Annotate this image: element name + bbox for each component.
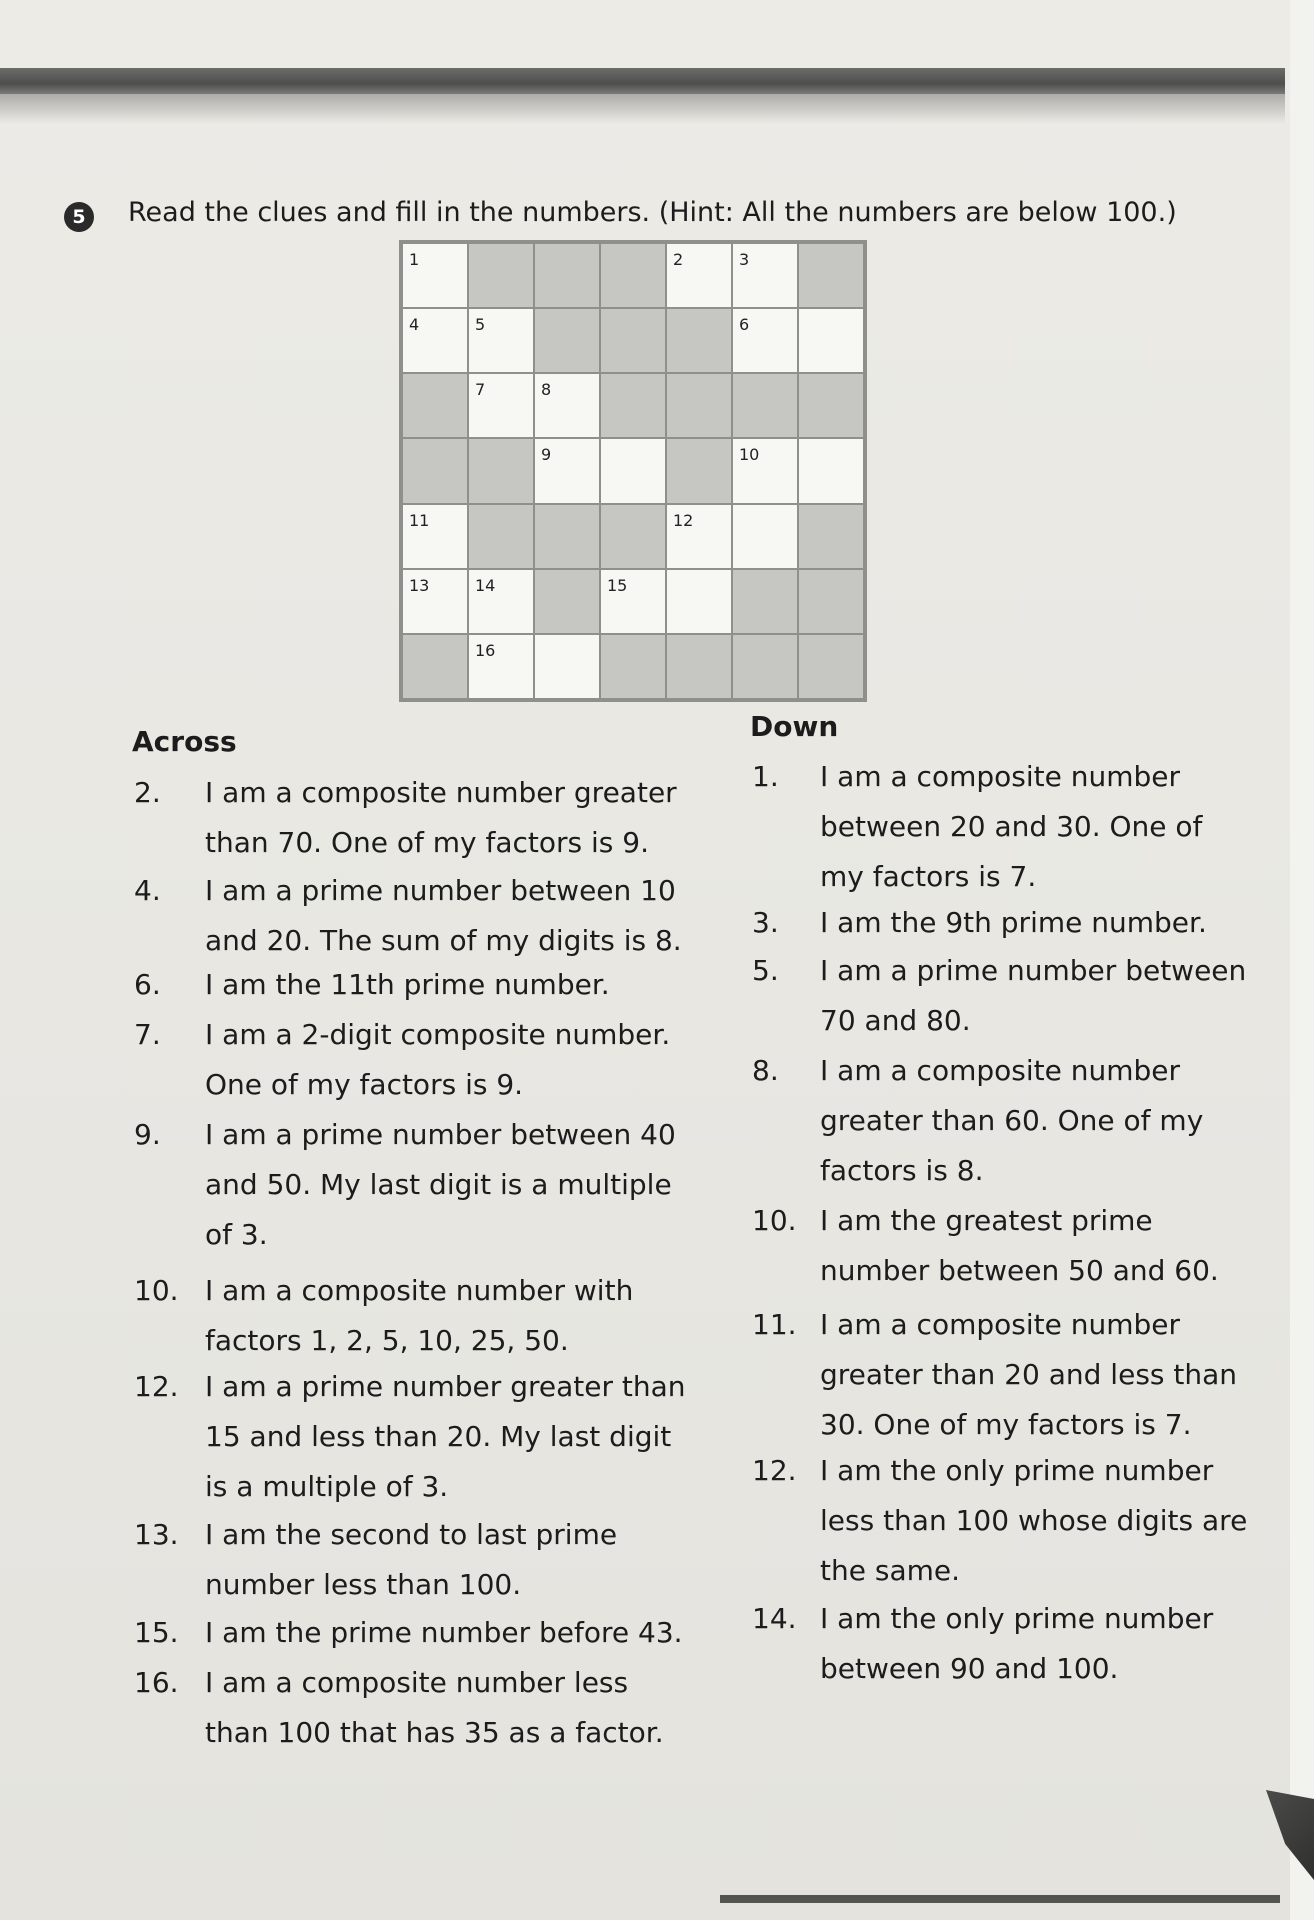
grid-cell[interactable]: [798, 308, 864, 373]
clue-text-line: I am the only prime number: [820, 1454, 1214, 1487]
clue-text-line: less than 100 whose digits are: [820, 1504, 1248, 1537]
clue-label: 2.: [134, 776, 161, 809]
clue-number: 1: [409, 250, 420, 269]
clue-number: 11: [409, 510, 430, 530]
clue-text-line: I am a composite number with: [205, 1274, 634, 1307]
clue-text-line: is a multiple of 3.: [205, 1470, 449, 1503]
clue-text-line: factors 1, 2, 5, 10, 25, 50.: [205, 1324, 569, 1357]
clue-label: 15.: [134, 1616, 179, 1649]
grid-cell[interactable]: [534, 438, 600, 503]
down-heading: Down: [750, 710, 839, 743]
grid-cell: [798, 373, 864, 438]
clue-text-line: I am a prime number greater than: [205, 1370, 686, 1403]
clue-text-line: between 90 and 100.: [820, 1652, 1119, 1685]
grid-cell: [600, 243, 666, 308]
grid-cell: [600, 504, 666, 569]
clue-number: 3: [739, 250, 750, 269]
clue-number: 16: [475, 640, 496, 660]
down-clue: [752, 946, 1246, 1046]
clue-number: 13: [409, 575, 430, 595]
grid-cell: [402, 373, 468, 438]
across-clue: [134, 1608, 683, 1658]
clue-number: 2: [673, 250, 684, 269]
crossnumber-grid: [402, 243, 864, 699]
grid-cell: [666, 438, 732, 503]
across-clue: [134, 1658, 664, 1758]
clue-number: 6: [739, 315, 750, 335]
grid-cell: [798, 569, 864, 634]
clue-text-line: I am the second to last prime: [205, 1518, 618, 1551]
clue-text-line: I am a prime number between: [820, 954, 1247, 987]
clue-label: 8.: [752, 1054, 779, 1087]
clue-label: 3.: [752, 906, 779, 939]
grid-cell: [732, 373, 798, 438]
clue-label: 4.: [134, 874, 161, 907]
grid-cell: [600, 373, 666, 438]
clue-text-line: 70 and 80.: [820, 1004, 971, 1037]
clue-text-line: I am a prime number between 40: [205, 1118, 676, 1151]
grid-cell: [534, 569, 600, 634]
clue-label: 10.: [134, 1274, 179, 1307]
grid-cell[interactable]: [666, 504, 732, 569]
clue-number: 4: [409, 315, 420, 335]
clue-label: 10.: [752, 1204, 797, 1237]
clue-text-line: number less than 100.: [205, 1568, 522, 1601]
clue-label: 12.: [134, 1370, 179, 1403]
grid-cell: [534, 308, 600, 373]
across-clue: [134, 960, 610, 1010]
grid-cell: [534, 504, 600, 569]
across-clue: [134, 1266, 633, 1366]
question-instruction: Read the clues and fill in the numbers. (Hint: All the numbers are below 100.): [128, 197, 1177, 228]
grid-cell[interactable]: [798, 438, 864, 503]
across-clue: [134, 1362, 686, 1512]
clue-text-line: the same.: [820, 1554, 960, 1587]
grid-cell: [468, 504, 534, 569]
page-header-bar: [0, 68, 1285, 94]
bottom-rule: [720, 1895, 1280, 1903]
question-number-badge: 5: [64, 202, 94, 232]
down-clue: [752, 1446, 1247, 1596]
across-heading: Across: [132, 725, 237, 758]
grid-cell[interactable]: [732, 243, 798, 308]
across-clue: [134, 1510, 617, 1610]
across-clue: [134, 866, 682, 966]
across-clue: [134, 1110, 676, 1260]
grid-cell[interactable]: [732, 308, 798, 373]
grid-cell: [534, 243, 600, 308]
clue-text-line: I am a composite number less: [205, 1666, 629, 1699]
clue-label: 13.: [134, 1518, 179, 1551]
grid-cell[interactable]: [468, 634, 534, 699]
clue-number: 14: [475, 575, 496, 595]
grid-cell[interactable]: [402, 243, 468, 308]
clue-text-line: factors is 8.: [820, 1154, 984, 1187]
grid-cell: [600, 634, 666, 699]
grid-cell: [798, 634, 864, 699]
grid-cell: [666, 373, 732, 438]
clue-label: 7.: [134, 1018, 161, 1051]
clue-number: 10: [739, 445, 760, 465]
down-clue: [752, 1196, 1219, 1296]
clue-text-line: I am the prime number before 43.: [205, 1616, 683, 1649]
clue-text-line: I am a 2-digit composite number.: [205, 1018, 671, 1051]
grid-cell[interactable]: [402, 308, 468, 373]
clue-text-line: One of my factors is 9.: [205, 1068, 524, 1101]
down-clue: [752, 898, 1207, 948]
clue-text-line: my factors is 7.: [820, 860, 1037, 893]
clue-label: 16.: [134, 1666, 179, 1699]
grid-cell[interactable]: [666, 243, 732, 308]
clue-number: 7: [475, 380, 486, 400]
grid-cell: [732, 634, 798, 699]
grid-cell[interactable]: [732, 438, 798, 503]
clue-text-line: greater than 20 and less than: [820, 1358, 1238, 1391]
grid-cell: [666, 308, 732, 373]
clue-number: 5: [475, 315, 486, 335]
clue-label: 5.: [752, 954, 779, 987]
clue-text-line: I am the 11th prime number.: [205, 968, 610, 1001]
clue-text-line: I am the 9th prime number.: [820, 906, 1207, 939]
clue-text-line: than 70. One of my factors is 9.: [205, 826, 650, 859]
grid-cell[interactable]: [732, 504, 798, 569]
across-clue: [134, 1010, 670, 1110]
grid-cell: [402, 438, 468, 503]
grid-cell[interactable]: [402, 569, 468, 634]
clue-text-line: number between 50 and 60.: [820, 1254, 1219, 1287]
grid-cell[interactable]: [600, 569, 666, 634]
grid-cell: [732, 569, 798, 634]
down-clue: [752, 1594, 1213, 1694]
clue-text-line: 15 and less than 20. My last digit: [205, 1420, 672, 1453]
clue-number: 9: [541, 445, 552, 465]
clue-text-line: I am a prime number between 10: [205, 874, 676, 907]
down-clue: [752, 1046, 1203, 1196]
clue-label: 9.: [134, 1118, 161, 1151]
grid-cell: [666, 634, 732, 699]
clue-text-line: than 100 that has 35 as a factor.: [205, 1716, 664, 1749]
clue-label: 11.: [752, 1308, 797, 1341]
grid-cell[interactable]: [534, 373, 600, 438]
clue-text-line: between 20 and 30. One of: [820, 810, 1203, 843]
down-clue: [752, 1300, 1237, 1450]
page-edge: [1290, 0, 1314, 1920]
clue-label: 1.: [752, 760, 779, 793]
clue-text-line: I am a composite number greater: [205, 776, 677, 809]
clue-text-line: and 20. The sum of my digits is 8.: [205, 924, 682, 957]
grid-cell: [798, 243, 864, 308]
clue-text-line: of 3.: [205, 1218, 268, 1251]
clue-text-line: 30. One of my factors is 7.: [820, 1408, 1192, 1441]
grid-cell: [402, 634, 468, 699]
grid-cell[interactable]: [468, 308, 534, 373]
clue-text-line: I am a composite number: [820, 760, 1181, 793]
grid-cell: [468, 243, 534, 308]
across-clue: [134, 768, 677, 868]
clue-text-line: and 50. My last digit is a multiple: [205, 1168, 672, 1201]
clue-label: 14.: [752, 1602, 797, 1635]
grid-cell[interactable]: [402, 504, 468, 569]
clue-text-line: greater than 60. One of my: [820, 1104, 1204, 1137]
clue-number: 8: [541, 380, 552, 400]
grid-cell[interactable]: [468, 569, 534, 634]
clue-number: 12: [673, 510, 694, 530]
grid-cell: [798, 504, 864, 569]
header-shadow: [0, 94, 1285, 124]
clue-text-line: I am the greatest prime: [820, 1204, 1153, 1237]
clue-text-line: I am a composite number: [820, 1054, 1181, 1087]
grid-cell[interactable]: [468, 373, 534, 438]
down-clue: [752, 752, 1202, 902]
grid-cell: [468, 438, 534, 503]
grid-cell[interactable]: [666, 569, 732, 634]
clue-text-line: I am the only prime number: [820, 1602, 1214, 1635]
grid-cell: [600, 308, 666, 373]
clue-number: 15: [607, 575, 628, 595]
clue-text-line: I am a composite number: [820, 1308, 1181, 1341]
grid-cell[interactable]: [600, 438, 666, 503]
clue-label: 12.: [752, 1454, 797, 1487]
grid-cell[interactable]: [534, 634, 600, 699]
clue-label: 6.: [134, 968, 161, 1001]
